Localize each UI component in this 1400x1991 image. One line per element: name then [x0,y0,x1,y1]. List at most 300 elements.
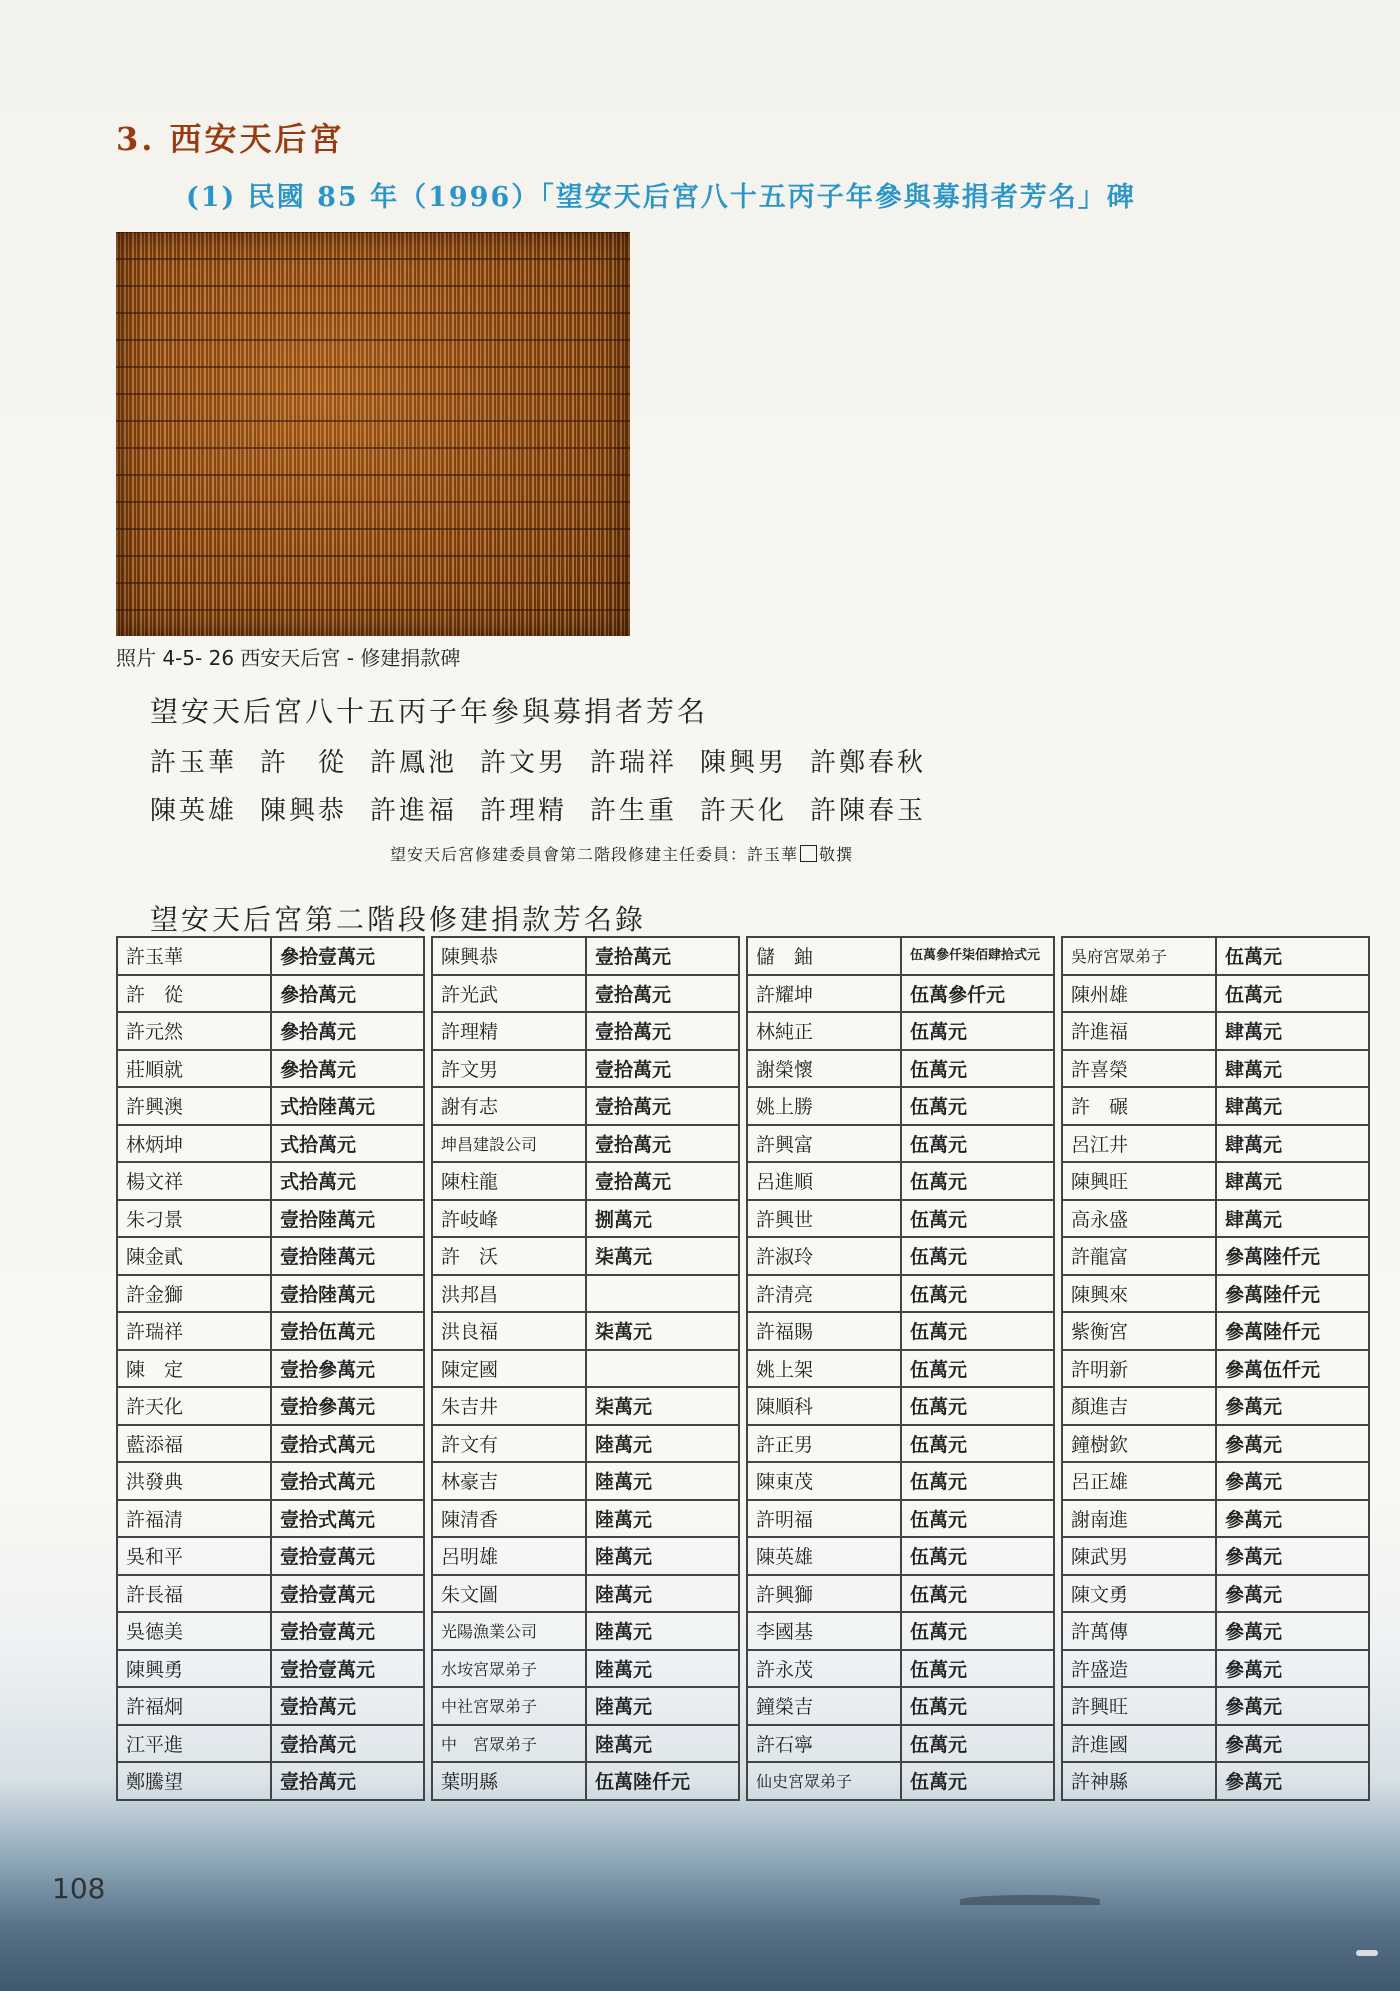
table-row [117,1612,424,1650]
donor-name: 許陳春玉 [810,796,927,826]
table-row [1062,1350,1369,1388]
donation-amount-cell: 伍萬元 [901,1012,1054,1050]
donation-table [116,936,1321,1801]
donor-name-cell: 洪良福 [432,1312,586,1350]
table-row [117,1050,424,1088]
table-row [747,1762,1054,1800]
donation-amount-cell: 參萬元 [1216,1500,1369,1538]
donation-amount-cell: 壹拾萬元 [586,1050,739,1088]
table-row [432,1500,739,1538]
donation-amount-cell: 伍萬元 [901,1275,1054,1313]
donor-name-cell: 許萬傳 [1062,1612,1216,1650]
donor-name-cell: 呂進順 [747,1162,901,1200]
donor-name-cell: 謝有志 [432,1087,586,1125]
donation-amount-cell: 陸萬元 [586,1687,739,1725]
table-row [747,1537,1054,1575]
donor-name-cell: 陳文勇 [1062,1575,1216,1613]
donation-amount-cell: 捌萬元 [586,1200,739,1238]
donation-amount-cell: 壹拾壹萬元 [271,1575,424,1613]
donation-amount-cell: 柒萬元 [586,1312,739,1350]
table-row [747,1650,1054,1688]
table-row [432,937,739,975]
table-row [1062,1087,1369,1125]
donation-amount-cell: 伍萬元 [901,1687,1054,1725]
donation-amount-cell: 伍萬元 [901,1350,1054,1388]
donation-amount-cell: 肆萬元 [1216,1087,1369,1125]
donation-amount-cell: 壹拾萬元 [586,1087,739,1125]
table-row [1062,1125,1369,1163]
table-row [432,1312,739,1350]
donation-amount-cell: 參萬陸仟元 [1216,1237,1369,1275]
donation-amount-cell [586,1350,739,1388]
donor-name-cell: 吳德美 [117,1612,271,1650]
donor-name-cell: 許理精 [432,1012,586,1050]
table-row [117,1012,424,1050]
table-row [1062,1425,1369,1463]
donor-name-cell: 陳興旺 [1062,1162,1216,1200]
donor-name-cell: 許光武 [432,975,586,1013]
table-row [747,1200,1054,1238]
signature-suffix: 敬撰 [819,845,854,864]
donor-name-cell: 陳東茂 [747,1462,901,1500]
donor-name: 許 從 [260,748,348,778]
table-row [117,1537,424,1575]
donor-list-title: 望安天后宮八十五丙子年參與募捐者芳名 [150,695,709,728]
table-row [747,1612,1054,1650]
donor-name-cell: 吳府宮眾弟子 [1062,937,1216,975]
donor-name-cell: 許永茂 [747,1650,901,1688]
table-row [117,1087,424,1125]
donation-amount-cell: 伍萬元 [901,1237,1054,1275]
table-row [117,1762,424,1800]
donation-amount-cell: 參萬元 [1216,1687,1369,1725]
donor-name-cell: 許盛造 [1062,1650,1216,1688]
table-row [747,937,1054,975]
table-row [117,1275,424,1313]
table-row [432,1687,739,1725]
donor-name-cell: 許文男 [432,1050,586,1088]
table-row [747,1725,1054,1763]
donation-amount-cell: 參萬元 [1216,1762,1369,1800]
table-row [747,1500,1054,1538]
donation-amount-cell [586,1275,739,1313]
donor-name: 許理精 [480,796,568,826]
donation-amount-cell: 參萬陸仟元 [1216,1275,1369,1313]
donation-amount-cell: 參萬元 [1216,1425,1369,1463]
donation-amount-cell: 壹拾式萬元 [271,1425,424,1463]
donation-column-table [746,936,1055,1801]
donor-name-cell: 吳和平 [117,1537,271,1575]
table-row [747,1350,1054,1388]
donation-amount-cell: 壹拾參萬元 [271,1350,424,1388]
donation-amount-cell: 壹拾式萬元 [271,1462,424,1500]
donation-column-table [1061,936,1370,1801]
donor-name: 許文男 [480,748,568,778]
donor-name-cell: 許興世 [747,1200,901,1238]
donor-name: 許天化 [700,796,788,826]
table-row [747,1237,1054,1275]
boat-silhouette [1356,1950,1378,1956]
donor-name-cell: 許瑞祥 [117,1312,271,1350]
donation-amount-cell: 參萬元 [1216,1537,1369,1575]
donation-amount-cell: 伍萬元 [1216,937,1369,975]
donation-amount-cell: 壹拾萬元 [271,1762,424,1800]
donor-name-cell: 朱吉井 [432,1387,586,1425]
donor-name-cell: 仙史宮眾弟子 [747,1762,901,1800]
donor-name-cell: 呂正雄 [1062,1462,1216,1500]
donation-amount-cell: 肆萬元 [1216,1162,1369,1200]
donation-amount-cell: 壹拾萬元 [271,1687,424,1725]
donation-amount-cell: 伍萬參仟柒佰肆拾式元 [901,937,1054,975]
donor-name-cell: 紫衡宮 [1062,1312,1216,1350]
donor-name-cell: 陳英雄 [747,1537,901,1575]
donation-amount-cell: 柒萬元 [586,1387,739,1425]
donation-amount-cell: 伍萬元 [901,1162,1054,1200]
donation-amount-cell: 參拾萬元 [271,1050,424,1088]
table-row [117,1462,424,1500]
table-row [1062,1387,1369,1425]
donor-name: 陳興恭 [260,796,348,826]
blank-box [800,845,817,862]
donor-name-cell: 林炳坤 [117,1125,271,1163]
donation-amount-cell: 參萬元 [1216,1650,1369,1688]
page-number: 108 [52,1872,106,1905]
table-row [1062,975,1369,1013]
donor-name-cell: 中 宮眾弟子 [432,1725,586,1763]
table-row [747,1462,1054,1500]
donation-amount-cell: 壹拾壹萬元 [271,1612,424,1650]
donation-amount-cell: 伍萬元 [901,1762,1054,1800]
donor-name-cell: 陳武男 [1062,1537,1216,1575]
table-row [432,1762,739,1800]
donor-name-cell: 許正男 [747,1425,901,1463]
donation-amount-cell: 陸萬元 [586,1425,739,1463]
table-row [1062,1575,1369,1613]
table-row [432,1575,739,1613]
donor-name-cell: 許石寧 [747,1725,901,1763]
donation-amount-cell: 陸萬元 [586,1537,739,1575]
table-row [747,1312,1054,1350]
stele-photo [116,232,630,636]
donor-name: 許鄭春秋 [810,748,927,778]
donation-amount-cell: 壹拾萬元 [586,1012,739,1050]
donor-name-cell: 許 沃 [432,1237,586,1275]
donation-amount-cell: 陸萬元 [586,1575,739,1613]
section-title: 3. 西安天后宮 [116,120,345,158]
donation-amount-cell: 式拾陸萬元 [271,1087,424,1125]
donation-amount-cell: 伍萬元 [901,1087,1054,1125]
donation-amount-cell: 伍萬陸仟元 [586,1762,739,1800]
donor-name-cell: 呂明雄 [432,1537,586,1575]
donor-name-cell: 陳興恭 [432,937,586,975]
table-row [117,937,424,975]
donation-amount-cell: 壹拾萬元 [271,1725,424,1763]
donor-name-cell: 許神縣 [1062,1762,1216,1800]
donation-amount-cell: 壹拾萬元 [586,1162,739,1200]
table-row [117,975,424,1013]
donor-name-cell: 許天化 [117,1387,271,1425]
donation-amount-cell: 壹拾萬元 [586,937,739,975]
donation-amount-cell: 壹拾萬元 [586,975,739,1013]
donor-name-cell: 楊文祥 [117,1162,271,1200]
donation-amount-cell: 伍萬參仟元 [901,975,1054,1013]
table-row [117,1350,424,1388]
table-row [747,1162,1054,1200]
donation-amount-cell: 參萬伍仟元 [1216,1350,1369,1388]
donor-name-cell: 許 從 [117,975,271,1013]
donation-amount-cell: 陸萬元 [586,1500,739,1538]
table-row [1062,1275,1369,1313]
donation-amount-cell: 參萬元 [1216,1612,1369,1650]
donor-name-cell: 鐘榮吉 [747,1687,901,1725]
donor-name-cell: 朱刁景 [117,1200,271,1238]
table-row [432,1162,739,1200]
table-row [432,1425,739,1463]
donation-amount-cell: 參拾萬元 [271,1012,424,1050]
donation-amount-cell: 參拾壹萬元 [271,937,424,975]
table-row [432,1725,739,1763]
donor-name: 許進福 [370,796,458,826]
donation-amount-cell: 壹拾壹萬元 [271,1537,424,1575]
donation-amount-cell: 柒萬元 [586,1237,739,1275]
table-row [432,1387,739,1425]
donation-amount-cell: 肆萬元 [1216,1125,1369,1163]
table-row [117,1425,424,1463]
donation-amount-cell: 壹拾壹萬元 [271,1650,424,1688]
donor-name-cell: 坤昌建設公司 [432,1125,586,1163]
donation-amount-cell: 陸萬元 [586,1725,739,1763]
photo-caption: 照片 4-5- 26 西安天后宮 - 修建捐款碑 [116,646,461,670]
table-row [432,1275,739,1313]
donation-amount-cell: 陸萬元 [586,1650,739,1688]
table-row [432,1012,739,1050]
donor-names-row-2 [150,790,927,827]
table-row [1062,1312,1369,1350]
table-row [747,1687,1054,1725]
table-row [117,1312,424,1350]
donation-amount-cell: 壹拾陸萬元 [271,1275,424,1313]
donor-name-cell: 許喜榮 [1062,1050,1216,1088]
donor-name-cell: 葉明縣 [432,1762,586,1800]
table-row [432,1050,739,1088]
donor-name-cell: 許 碾 [1062,1087,1216,1125]
donation-amount-cell: 伍萬元 [901,1200,1054,1238]
table-row [1062,1462,1369,1500]
donor-name-cell: 儲 鈾 [747,937,901,975]
table-row [1062,1012,1369,1050]
donor-name-cell: 許進國 [1062,1725,1216,1763]
donation-amount-cell: 壹拾陸萬元 [271,1200,424,1238]
table-row [117,1237,424,1275]
donation-amount-cell: 伍萬元 [901,1050,1054,1088]
table-row [117,1650,424,1688]
donor-name: 許瑞祥 [590,748,678,778]
donor-name-cell: 許福炯 [117,1687,271,1725]
donor-name-cell: 林純正 [747,1012,901,1050]
donation-amount-cell: 壹拾陸萬元 [271,1237,424,1275]
donation-amount-cell: 伍萬元 [901,1725,1054,1763]
island-silhouette [960,1895,1100,1905]
donation-amount-cell: 壹拾參萬元 [271,1387,424,1425]
table-row [117,1687,424,1725]
donation-amount-cell: 伍萬元 [901,1312,1054,1350]
table-title: 望安天后宮第二階段修建捐款芳名錄 [150,903,647,936]
donor-name-cell: 李國基 [747,1612,901,1650]
table-row [432,1200,739,1238]
table-row [117,1162,424,1200]
donation-amount-cell: 伍萬元 [901,1387,1054,1425]
donor-name-cell: 姚上勝 [747,1087,901,1125]
table-row [1062,1500,1369,1538]
donor-name-cell: 藍添福 [117,1425,271,1463]
donor-name-cell: 許元然 [117,1012,271,1050]
donor-name-cell: 陳興來 [1062,1275,1216,1313]
donor-name-cell: 光陽漁業公司 [432,1612,586,1650]
donation-amount-cell: 伍萬元 [901,1425,1054,1463]
donation-amount-cell: 壹拾伍萬元 [271,1312,424,1350]
table-row [432,1462,739,1500]
donor-name-cell: 許文有 [432,1425,586,1463]
donor-name-cell: 許興富 [747,1125,901,1163]
table-row [432,1087,739,1125]
donation-amount-cell: 陸萬元 [586,1612,739,1650]
donor-name-cell: 江平進 [117,1725,271,1763]
donor-name-cell: 洪邦昌 [432,1275,586,1313]
table-row [432,975,739,1013]
table-row [432,1237,739,1275]
table-row [117,1387,424,1425]
donor-name-cell: 姚上架 [747,1350,901,1388]
table-row [1062,1687,1369,1725]
table-row [1062,1612,1369,1650]
table-row [1062,1050,1369,1088]
donation-column-table [116,936,425,1801]
donation-amount-cell: 伍萬元 [901,1500,1054,1538]
donor-name-cell: 呂江井 [1062,1125,1216,1163]
donor-name-cell: 顏進吉 [1062,1387,1216,1425]
donation-amount-cell: 參萬陸仟元 [1216,1312,1369,1350]
donation-amount-cell: 式拾萬元 [271,1162,424,1200]
donor-name-cell: 許龍富 [1062,1237,1216,1275]
table-row [1062,1200,1369,1238]
donation-amount-cell: 陸萬元 [586,1462,739,1500]
donor-names-row-1 [150,742,927,779]
donor-name-cell: 許耀坤 [747,975,901,1013]
donor-name-cell: 水垵宮眾弟子 [432,1650,586,1688]
donor-name-cell: 許金獅 [117,1275,271,1313]
table-row [747,1275,1054,1313]
donor-name-cell: 中社宮眾弟子 [432,1687,586,1725]
table-row [747,1125,1054,1163]
donor-name-cell: 許淑玲 [747,1237,901,1275]
donation-amount-cell: 壹拾萬元 [586,1125,739,1163]
donor-name-cell: 許清亮 [747,1275,901,1313]
donor-name: 陳興男 [700,748,788,778]
donor-name-cell: 許岐峰 [432,1200,586,1238]
donation-amount-cell: 伍萬元 [901,1462,1054,1500]
table-row [1062,937,1369,975]
donor-name-cell: 莊順就 [117,1050,271,1088]
donation-amount-cell: 伍萬元 [901,1125,1054,1163]
table-row [747,1050,1054,1088]
donation-amount-cell: 參萬元 [1216,1725,1369,1763]
donation-amount-cell: 伍萬元 [901,1650,1054,1688]
donor-name-cell: 陳順科 [747,1387,901,1425]
donation-amount-cell: 伍萬元 [901,1575,1054,1613]
donor-name-cell: 鄭騰望 [117,1762,271,1800]
donor-name-cell: 許長福 [117,1575,271,1613]
subsection-title: (1) 民國 85 年（1996）「望安天后宮八十五丙子年參與募捐者芳名」碑 [186,182,1136,213]
table-row [432,1125,739,1163]
table-row [1062,1537,1369,1575]
donor-name-cell: 陳興勇 [117,1650,271,1688]
donor-name-cell: 陳清香 [432,1500,586,1538]
table-row [117,1500,424,1538]
donation-amount-cell: 參拾萬元 [271,975,424,1013]
donor-name-cell: 許明福 [747,1500,901,1538]
donor-name-cell: 謝南進 [1062,1500,1216,1538]
donation-amount-cell: 肆萬元 [1216,1050,1369,1088]
donor-name-cell: 朱文圖 [432,1575,586,1613]
donor-name-cell: 許興獅 [747,1575,901,1613]
donation-amount-cell: 式拾萬元 [271,1125,424,1163]
donor-name-cell: 許興澳 [117,1087,271,1125]
table-row [117,1200,424,1238]
donor-name-cell: 高永盛 [1062,1200,1216,1238]
table-row [1062,1725,1369,1763]
table-row [117,1575,424,1613]
donation-amount-cell: 肆萬元 [1216,1200,1369,1238]
donor-name: 許鳳池 [370,748,458,778]
donor-name-cell: 許興旺 [1062,1687,1216,1725]
donor-name-cell: 陳柱龍 [432,1162,586,1200]
donor-name-cell: 陳金貳 [117,1237,271,1275]
table-row [1062,1162,1369,1200]
donation-amount-cell: 伍萬元 [1216,975,1369,1013]
table-row [747,1087,1054,1125]
table-row [432,1650,739,1688]
donation-column-table [431,936,740,1801]
table-row [117,1125,424,1163]
donor-name: 許玉華 [150,748,238,778]
signature-line [390,842,853,865]
donor-name-cell: 許福清 [117,1500,271,1538]
table-row [432,1350,739,1388]
table-row [1062,1650,1369,1688]
donor-name-cell: 陳定國 [432,1350,586,1388]
donation-amount-cell: 伍萬元 [901,1612,1054,1650]
donor-name-cell: 林豪吉 [432,1462,586,1500]
donor-name-cell: 許玉華 [117,937,271,975]
table-row [747,1387,1054,1425]
donor-name-cell: 許明新 [1062,1350,1216,1388]
donation-amount-cell: 參萬元 [1216,1575,1369,1613]
table-row [747,1575,1054,1613]
table-row [1062,1237,1369,1275]
table-row [747,1012,1054,1050]
donation-amount-cell: 參萬元 [1216,1462,1369,1500]
table-row [1062,1762,1369,1800]
donation-amount-cell: 肆萬元 [1216,1012,1369,1050]
table-row [117,1725,424,1763]
donor-name-cell: 洪發典 [117,1462,271,1500]
table-row [747,975,1054,1013]
signature-prefix: 望安天后宮修建委員會第二階段修建主任委員：許玉華 [390,845,799,864]
donor-name-cell: 陳州雄 [1062,975,1216,1013]
donation-amount-cell: 參萬元 [1216,1387,1369,1425]
donor-name-cell: 許進福 [1062,1012,1216,1050]
donor-name-cell: 陳 定 [117,1350,271,1388]
